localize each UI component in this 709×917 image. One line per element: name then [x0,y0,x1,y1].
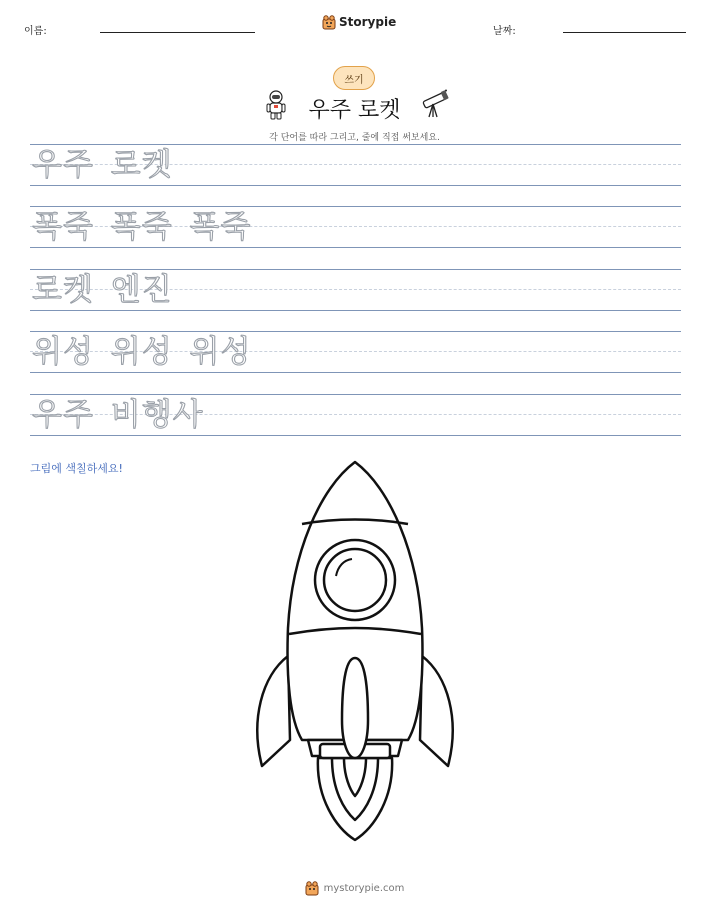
rocket-illustration[interactable] [240,458,470,853]
storypie-logo-icon [305,880,319,896]
trace-word: 폭죽 폭죽 폭죽 [32,209,252,245]
practice-row[interactable] [30,206,681,248]
instructions: 각 단어를 따라 그리고, 줄에 직접 써보세요. [269,133,440,143]
practice-row[interactable] [30,144,681,186]
date-field-line[interactable] [563,32,686,33]
brand-logo [322,14,396,30]
footer [0,880,709,896]
name-label: 이름: [24,26,47,37]
date-label: 날짜: [493,26,516,37]
trace-word: 로켓 엔진 [32,272,173,308]
practice-row[interactable] [30,331,681,373]
writing-badge: 쓰기 [333,66,375,90]
practice-row[interactable] [30,394,681,436]
trace-word: 우주 비행사 [32,397,204,433]
practice-row[interactable] [30,269,681,311]
trace-word: 우주 로켓 [32,147,173,183]
footer-url[interactable]: mystorypie.com [323,882,405,894]
trace-word: 위성 위성 위성 [32,334,252,370]
storypie-logo-icon [322,14,336,30]
name-field-line[interactable] [100,32,255,33]
coloring-prompt: 그림에 색칠하세요! [30,462,123,475]
worksheet-title: 우주 로켓 [308,98,401,123]
telescope-icon [418,88,450,120]
brand-name: Storypie [339,15,397,29]
